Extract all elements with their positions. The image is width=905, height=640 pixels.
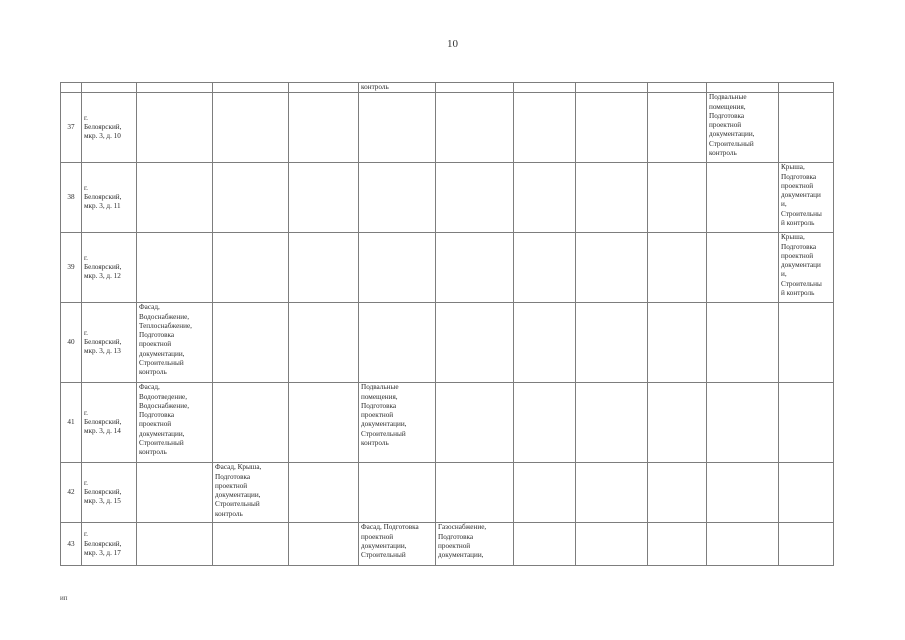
work-type-cell: контроль [359, 83, 436, 93]
address-cell: г. Белоярский, мкр. 3, д. 11 [82, 163, 137, 233]
address-cell: г. Белоярский, мкр. 3, д. 14 [82, 383, 137, 463]
work-type-cell [707, 163, 779, 233]
work-type-cell [779, 523, 834, 566]
work-type-cell [137, 233, 213, 303]
work-type-cell [779, 383, 834, 463]
row-number-cell: 43 [61, 523, 82, 566]
row-number-cell: 42 [61, 463, 82, 523]
row-number-cell: 38 [61, 163, 82, 233]
work-type-cell [359, 233, 436, 303]
work-type-cell: Фасад, Водоснабжение, Теплоснабжение, Подготовка проектной документации, Строительный контроль [137, 303, 213, 383]
work-type-cell [576, 303, 648, 383]
work-type-cell [707, 383, 779, 463]
work-type-cell [707, 83, 779, 93]
table-row [61, 83, 834, 93]
page-number: 10 [447, 38, 458, 50]
work-type-cell [289, 463, 359, 523]
work-type-cell [648, 463, 707, 523]
work-type-cell [576, 383, 648, 463]
work-type-cell: Подвальные помещения, Подготовка проектной документации, Строительный контроль [359, 383, 436, 463]
table-row [61, 163, 834, 233]
work-type-cell [137, 83, 213, 93]
work-type-cell [436, 383, 514, 463]
work-type-cell [213, 303, 289, 383]
work-type-cell: Подвальные помещения, Подготовка проектной документации, Строительный контроль [707, 93, 779, 163]
work-type-cell [576, 463, 648, 523]
address-cell: г. Белоярский, мкр. 3, д. 13 [82, 303, 137, 383]
work-type-cell [707, 463, 779, 523]
work-type-cell [289, 163, 359, 233]
work-type-cell [514, 163, 576, 233]
table-row [61, 523, 834, 566]
work-type-cell [213, 163, 289, 233]
address-cell: г. Белоярский, мкр. 3, д. 15 [82, 463, 137, 523]
work-type-cell [648, 303, 707, 383]
work-type-cell [707, 523, 779, 566]
table-row [61, 233, 834, 303]
work-type-cell [289, 93, 359, 163]
work-type-cell [213, 83, 289, 93]
work-type-cell [137, 93, 213, 163]
address-cell: г. Белоярский, мкр. 3, д. 10 [82, 93, 137, 163]
work-type-cell [707, 303, 779, 383]
work-type-cell [514, 233, 576, 303]
work-type-cell [779, 93, 834, 163]
work-type-cell [648, 93, 707, 163]
work-type-cell: Фасад, Водоотведение, Водоснабжение, Подготовка проектной документации, Строительный контроль [137, 383, 213, 463]
work-type-cell [514, 523, 576, 566]
work-type-cell [289, 383, 359, 463]
work-type-cell [576, 93, 648, 163]
work-type-cell [779, 463, 834, 523]
work-type-cell [289, 523, 359, 566]
table-row [61, 303, 834, 383]
work-type-cell [137, 463, 213, 523]
work-type-cell [576, 523, 648, 566]
work-type-cell [213, 523, 289, 566]
work-type-cell [359, 93, 436, 163]
work-type-cell [359, 163, 436, 233]
work-type-cell [213, 233, 289, 303]
work-type-cell [514, 83, 576, 93]
address-cell [82, 83, 137, 93]
work-type-cell [576, 83, 648, 93]
footer-mark: ип [60, 594, 68, 602]
work-type-cell [514, 93, 576, 163]
work-type-cell [576, 233, 648, 303]
work-type-cell [514, 383, 576, 463]
work-type-cell [359, 303, 436, 383]
work-type-cell [707, 233, 779, 303]
work-type-cell: Крыша, Подготовка проектной документаци и, Строительны й контроль [779, 233, 834, 303]
work-type-cell [137, 163, 213, 233]
work-type-cell [648, 383, 707, 463]
work-type-cell: Фасад, Крыша, Подготовка проектной документации, Строительный контроль [213, 463, 289, 523]
row-number-cell: 41 [61, 383, 82, 463]
repair-schedule-table [60, 82, 834, 566]
work-type-cell [648, 233, 707, 303]
row-number-cell: 40 [61, 303, 82, 383]
work-type-cell [436, 93, 514, 163]
work-type-cell [289, 303, 359, 383]
work-type-cell [289, 233, 359, 303]
work-type-cell [576, 163, 648, 233]
row-number-cell: 37 [61, 93, 82, 163]
work-type-cell [137, 523, 213, 566]
work-type-cell [648, 163, 707, 233]
work-type-cell: Крыша, Подготовка проектной документаци и, Строительны й контроль [779, 163, 834, 233]
row-number-cell: 39 [61, 233, 82, 303]
table-row [61, 93, 834, 163]
work-type-cell [514, 463, 576, 523]
work-type-cell [436, 163, 514, 233]
work-type-cell [779, 303, 834, 383]
work-type-cell [514, 303, 576, 383]
work-type-cell: Фасад, Подготовка проектной документации, Строительный [359, 523, 436, 566]
work-type-cell [359, 463, 436, 523]
work-type-cell [436, 83, 514, 93]
address-cell: г. Белоярский, мкр. 3, д. 12 [82, 233, 137, 303]
row-number-cell [61, 83, 82, 93]
work-type-cell: Газоснабжение, Подготовка проектной документации, [436, 523, 514, 566]
table-row [61, 383, 834, 463]
work-type-cell [213, 383, 289, 463]
work-type-cell [779, 83, 834, 93]
work-type-cell [289, 83, 359, 93]
work-type-cell [213, 93, 289, 163]
work-type-cell [436, 463, 514, 523]
work-type-cell [648, 83, 707, 93]
address-cell: г. Белоярский, мкр. 3, д. 17 [82, 523, 137, 566]
work-type-cell [436, 303, 514, 383]
table-row [61, 463, 834, 523]
work-type-cell [648, 523, 707, 566]
work-type-cell [436, 233, 514, 303]
